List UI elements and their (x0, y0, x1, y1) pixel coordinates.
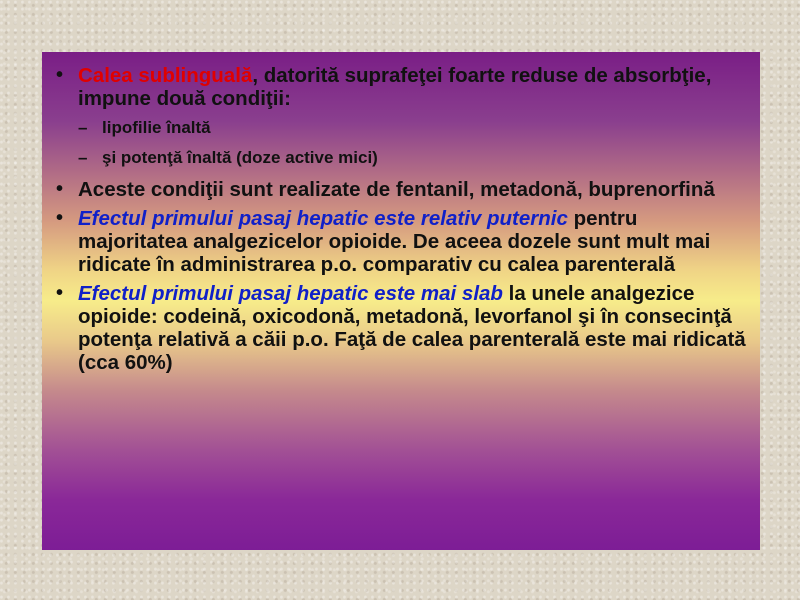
sub-bullet-list (78, 118, 746, 168)
dash-icon: – (78, 118, 88, 137)
bullet-dot-icon: • (56, 64, 64, 86)
bullet-strong-first-pass (56, 207, 746, 276)
bullet-strong-first-pass-highlight: Efectul primului pasaj hepatic este relativ puternic (78, 207, 568, 230)
bullet-weak-first-pass-highlight: Efectul primului pasaj hepatic este mai slab (78, 282, 503, 305)
sub-bullet-text: şi potenţă înaltă (doze active mici) (102, 148, 378, 167)
bullet-weak-first-pass-text: la unele analgezice opioide: codeină, oxicodonă, metadonă, levorfanol şi în consecinţă potenţa relativă a căii p.o. Faţă de calea parenterală este mai ridicată (cca 60%) (78, 282, 746, 374)
dash-icon: – (78, 148, 88, 167)
bullet-dot-icon: • (56, 178, 64, 200)
sub-bullet-text: lipofilie înaltă (102, 118, 211, 137)
bullet-dot-icon: • (56, 207, 64, 229)
bullet-weak-first-pass (56, 282, 746, 374)
sub-bullet-lipofilie (78, 118, 746, 138)
bullet-conditions-text: Aceste condiţii sunt realizate de fentanil, metadonă, buprenorfină (78, 178, 715, 201)
bullet-strong-first-pass-text: pentru majoritatea analgezicelor opioide. De aceea dozele sunt mult mai ridicate în administrarea p.o. comparativ cu calea parenterală (78, 207, 711, 276)
bullet-sublingual (56, 64, 746, 168)
bullet-dot-icon: • (56, 282, 64, 304)
bullet-sublingual-text: , datorită suprafeţei foarte reduse de absorbţie, impune două condiţii: (78, 64, 712, 110)
bullet-list (56, 64, 746, 374)
slide-content-panel (42, 52, 760, 550)
bullet-sublingual-highlight: Calea sublinguală (78, 64, 253, 87)
sub-bullet-potenta (78, 148, 746, 168)
bullet-conditions (56, 178, 746, 201)
